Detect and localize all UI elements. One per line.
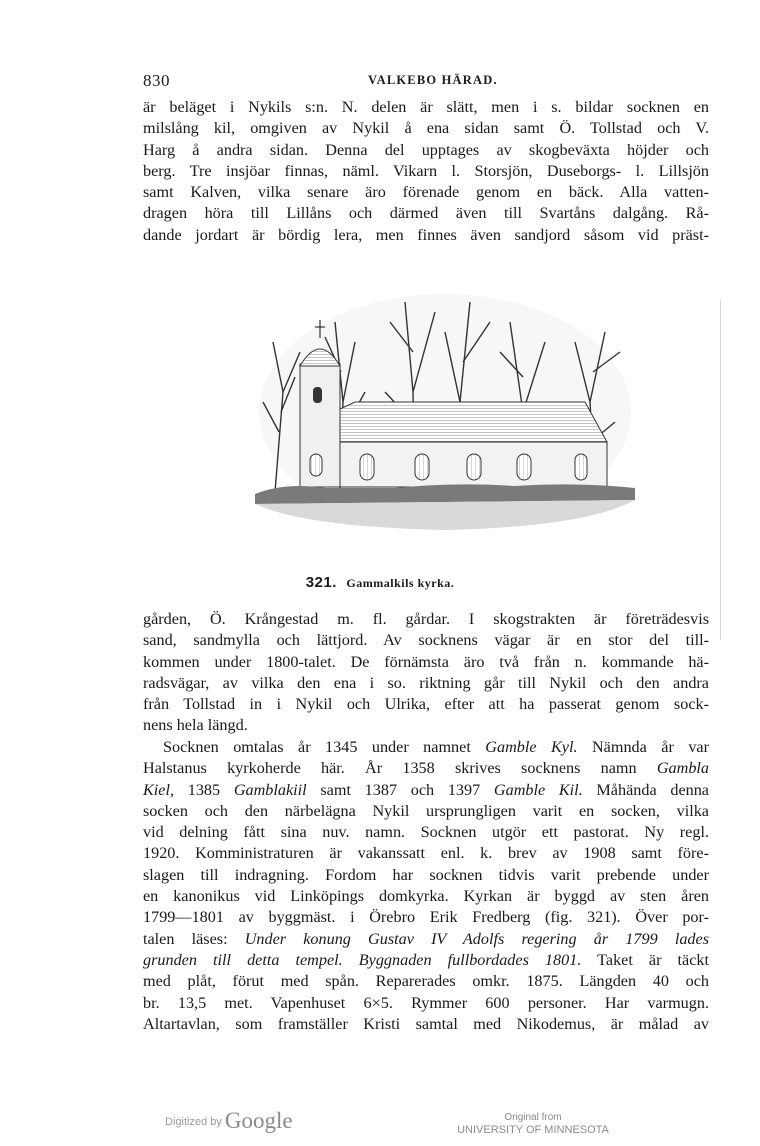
scan-margin-line (720, 300, 721, 640)
page-number: 830 (143, 71, 170, 90)
text-line: kommen under 1800-talet. De förnämsta äro två från n. kommande hä- (143, 652, 709, 671)
text-line: sand, sandmylla och lättjord. Av socknens vägar är en stor del till- (143, 631, 709, 650)
text-line: talen läses: Under konung Gustav IV Adolfs regering år 1799 lades (143, 929, 709, 948)
running-head: VALKEBO HÄRAD. (368, 73, 498, 87)
university-name: UNIVERSITY OF MINNESOTA (457, 1124, 609, 1136)
original-from (448, 1112, 618, 1136)
text-line: vid delning fått sina nuv. namn. Socknen utgör ett pastorat. Ny regl. (143, 823, 709, 842)
text-line: är beläget i Nykils s:n. N. delen är slätt, men i s. bildar socknen en (143, 98, 709, 116)
text-line: samt Kalven, vilka senare äro förenade genom en bäck. Alla vatten- (143, 183, 709, 202)
text-line: grunden till detta tempel. Byggnaden fullbordades 1801. Taket är täckt (143, 950, 710, 969)
ground (255, 500, 635, 530)
text-line: dragen höra till Lillåns och därmed även till Svartåns dalgång. Rå- (143, 204, 709, 223)
text-line: dande jordart är bördig lera, men finnes även sandjord såsom vid präst- (143, 225, 709, 244)
text-line: från Tollstad in i Nykil och Ulrika, efter att ha passerat genom sock- (143, 695, 709, 714)
text-line: med plåt, förut med spån. Reparerades omkr. 1875. Längden 40 och (143, 972, 709, 991)
google-logo: Google (224, 1108, 293, 1133)
text-line: gården, Ö. Krångestad m. fl. gårdar. I skogstrakten är företrädesvis (143, 610, 709, 628)
text-line: Altartavlan, som framställer Kristi samtal med Nikodemus, är målad av (143, 1014, 709, 1033)
figure-caption-text: Gammalkils kyrka. (346, 576, 455, 590)
text-line: radsvägar, av vilka den ena i so. riktning går till Nykil och den andra (143, 673, 709, 692)
digitized-by-google (165, 1108, 293, 1134)
original-from-text: Original from (504, 1112, 562, 1123)
paragraph-middle (143, 609, 709, 737)
church-illustration (255, 282, 635, 530)
text-line: 1920. Komministraturen är vakanssatt enl. k. brev av 1908 samt före- (143, 844, 709, 863)
text-line: socken och den närbelägna Nykil ursprungligen varit en socken, vilka (143, 801, 709, 820)
text-line: berg. Tre insjöar finnas, näml. Vikarn l. Storsjön, Duseborgs- l. Lillsjön (143, 161, 709, 180)
digitized-by-text: Digitized by (165, 1116, 222, 1128)
text-line: en kanonikus vid Linköpings domkyrka. Kyrkan är byggd av sten åren (143, 887, 709, 906)
text-line: br. 13,5 met. Vapenhuset 6×5. Rymmer 600 personer. Har varmugn. (143, 993, 709, 1012)
text-line: milslång kil, omgiven av Nykil å ena sidan samt Ö. Tollstad och V. (143, 119, 709, 138)
figure-caption (0, 574, 760, 591)
text-line: 1799—1801 av byggmäst. i Örebro Erik Fredberg (fig. 321). Över por- (143, 908, 709, 927)
figure-number: 321. (305, 574, 337, 591)
paragraph-bottom (143, 737, 709, 1035)
text-line: slagen till indragning. Fordom har socknen tidvis varit prebende under (143, 865, 709, 884)
paragraph-top (143, 97, 709, 246)
text-line: Halstanus kyrkoherde här. År 1358 skrives socknens namn Gambla (143, 759, 710, 778)
text-line: Socknen omtalas år 1345 under namnet Gamble Kyl. Nämnda år var (163, 738, 709, 756)
text-line: Harg å andra sidan. Denna del upptages av skogbeväxta höjder och (143, 140, 709, 159)
text-line: Kiel, 1385 Gamblakiil samt 1387 och 1397 Gamble Kil. Måhända denna (143, 780, 709, 799)
text-line: nens hela längd. (143, 716, 248, 735)
